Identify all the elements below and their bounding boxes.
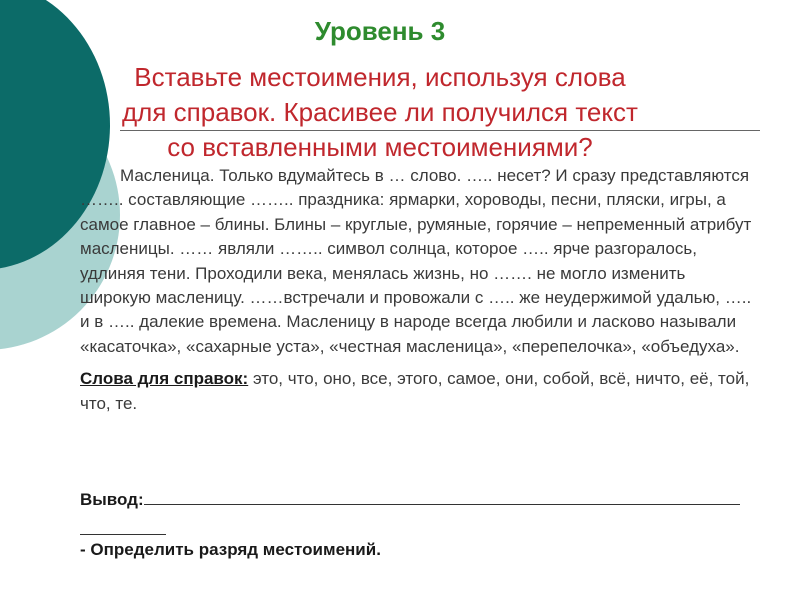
extra-task: - Определить разряд местоимений. xyxy=(80,540,381,559)
heading-underline xyxy=(120,130,760,131)
exercise-paragraph: Масленица. Только вдумайтесь в … слово. ….. несет? И сразу представляются …….. составляющие …….. праздника: ярмарки, хороводы, песни, пляски, игры, а самое главное – блины. Блины – круглые, румяные, горячие – непременный атрибут масленицы. …… являли …….. символ солнца, которое ….. ярче разгоралось, удлиняя тени. Проходили века, менялась жизнь, но ……. не могло изменить широкую масленицу. ……встречали и провожали с ….. же неудержимой удалью, ….. и в ….. далекие времена. Масленицу в народе всегда любили и ласково называли «касаточка», «сахарные уста», «честная масленица», «перепелочка», «объедуха». xyxy=(80,166,752,356)
conclusion-blank-line xyxy=(144,504,740,505)
task-line-3: со вставленными местоимениями? xyxy=(167,132,593,162)
task-line-2: для справок. Красивее ли получился текст xyxy=(122,97,638,127)
level-heading: Уровень 3 xyxy=(314,16,446,46)
task-line-1: Вставьте местоимения, используя слова xyxy=(134,62,626,92)
conclusion-label: Вывод: xyxy=(80,490,144,509)
reference-words xyxy=(80,367,760,416)
reference-label: Слова для справок: xyxy=(80,369,249,389)
conclusion-blank-line-2 xyxy=(80,534,166,535)
reference-word-list: это, что, оно, все, этого, самое, они, собой, всё, ничто, её, той, что, те. xyxy=(80,369,750,413)
conclusion xyxy=(80,488,760,535)
exercise-text xyxy=(80,164,760,416)
task-heading xyxy=(60,60,700,165)
